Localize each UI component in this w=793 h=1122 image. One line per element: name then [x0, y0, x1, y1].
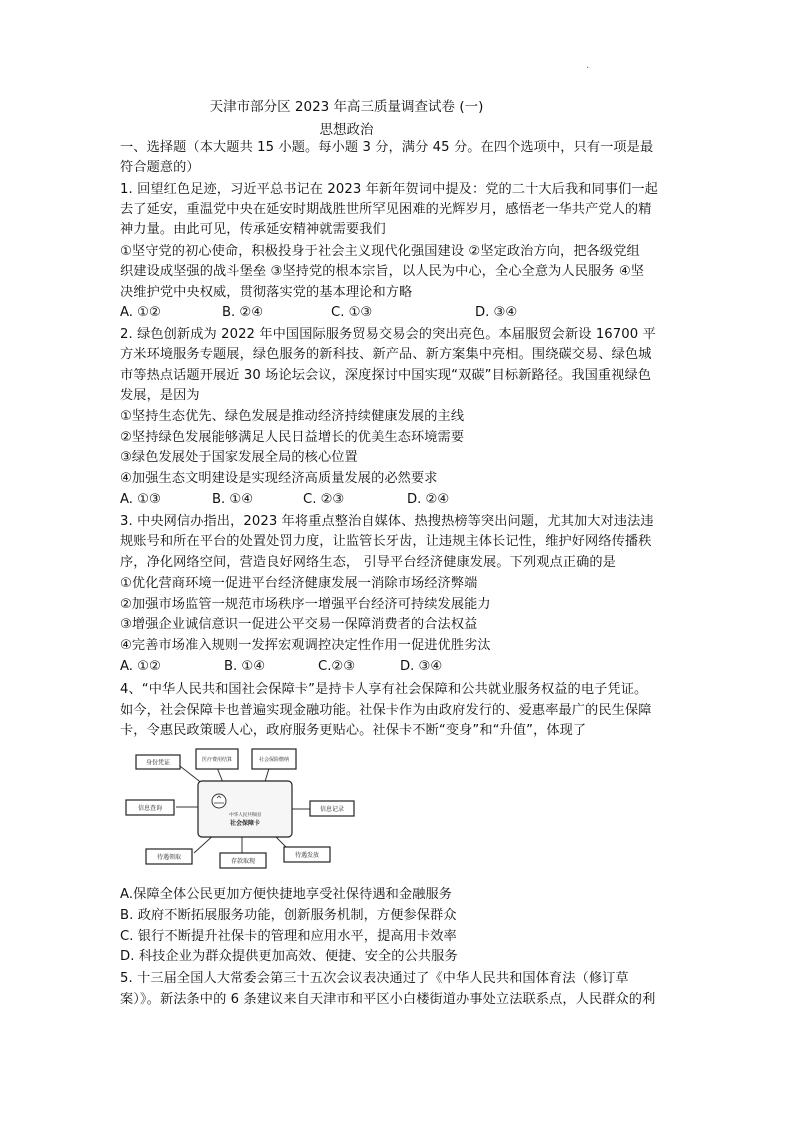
question-3-line: ②加强市场监管一规范市场秩序一增强平台经济可持续发展能力: [120, 597, 491, 612]
box-label: 身份凭证: [145, 759, 171, 767]
question-1-line: 织建设成坚强的战斗堡垒 ③坚持党的根本宗旨，以人民为中心，全心全意为人民服务 ④坚: [120, 264, 645, 279]
question-3-options: [120, 657, 442, 677]
question-2-line: 方米环境服务专题展，绿色服务的新科技、新产品、新方案集中亮相。围绕碳交易、绿色城: [120, 347, 652, 362]
box-label: 存款取现: [230, 858, 256, 865]
option-b[interactable]: B. ①④: [224, 659, 266, 674]
card-text-2: 社会保障卡: [229, 820, 261, 827]
question-5-line: 5. 十三届全国人大常委会第三十五次会议表决通过了《中华人民共和国体育法（修订草: [120, 971, 629, 986]
question-1-options: [120, 303, 517, 323]
question-4-answer-a[interactable]: A.保障全体公民更加方便快捷地享受社保待遇和金融服务: [120, 887, 453, 902]
option-a[interactable]: A. ①③: [120, 492, 161, 507]
question-4-answer-c[interactable]: C. 银行不断提升社保卡的管理和应用水平，提高用卡效率: [120, 929, 457, 944]
question-4-answer-b[interactable]: B. 政府不断拓展服务功能，创新服务机制，方便参保群众: [120, 908, 457, 923]
box-label: 信息记录: [319, 806, 345, 813]
social-security-card-diagram: [120, 745, 360, 873]
question-3-line: ①优化营商环境一促进平台经济健康发展一消除市场经济弊端: [120, 576, 478, 591]
question-1-line: 去了延安，重温党中央在延安时期战胜世所罕见困难的光辉岁月，感悟老一华共产党人的精: [120, 202, 652, 217]
question-2-options: [120, 490, 449, 510]
option-d[interactable]: D. ③④: [400, 659, 443, 674]
option-a[interactable]: A. ①②: [120, 305, 161, 320]
option-c[interactable]: C. ②③: [303, 492, 345, 507]
question-2-line: 2. 绿色创新成为 2022 年中国国际服务贸易交易会的突出亮色。本届服贸会新设 16700 平: [120, 327, 656, 342]
option-c[interactable]: C. ①③: [331, 305, 373, 320]
question-3-line: 序，净化网络空间，营造良好网络生态， 引导平台经济健康发展。下列观点正确的是: [120, 555, 616, 570]
option-d[interactable]: D. ③④: [475, 305, 518, 320]
question-4-line: 如今，社会保障卡也普遍实现金融功能。社保卡作为由政府发行的、爱惠率最广的民生保障: [120, 703, 652, 718]
question-2-line: ②坚持绿色发展能够满足人民日益增长的优美生态环境需要: [120, 430, 465, 445]
question-1-line: 决维护党中央权威，贯彻落实党的基本理论和方略: [120, 285, 413, 300]
question-4-answer-d[interactable]: D. 科技企业为群众提供更加高效、便捷、安全的公共服务: [120, 949, 458, 964]
option-a[interactable]: A. ①②: [120, 659, 161, 674]
box-label: 信息查询: [137, 805, 163, 812]
section-intro-line: 一、选择题（本大题共 15 小题。每小题 3 分，满分 45 分。在四个选项中，只有一项是最: [120, 140, 654, 155]
question-1-line: 1. 回望红色足迹，习近平总书记在 2023 年新年贺词中提及：党的二十大后我和同事们一起: [120, 182, 658, 197]
box-label: 社会保险缴纳: [258, 757, 290, 763]
question-2-line: ③绿色发展处于国家发展全局的核心位置: [120, 450, 358, 465]
card-outline: [198, 781, 292, 837]
option-b[interactable]: B. ①④: [212, 492, 254, 507]
question-2-line: 市等热点话题开展近 30 场论坛会议，深度探讨中国实现“双碳”目标新路径。我国重视绿色: [120, 368, 652, 383]
box-label: 待遇领取: [156, 854, 182, 861]
question-2-line: ④加强生态文明建设是实现经济高质量发展的必然要求: [120, 471, 438, 486]
option-c[interactable]: C.②③: [318, 659, 356, 674]
question-1-line: 神力量。由此可见，传承延安精神就需要我们: [120, 222, 386, 237]
corner-dot: .: [586, 60, 590, 71]
question-3-line: ③增强企业诚信意识一促进公平交易一保障消费者的合法权益: [120, 617, 478, 632]
question-2-line: 发展，是因为: [120, 388, 200, 403]
question-3-line: 3. 中央网信办指出，2023 年将重点整治自媒体、热搜热榜等突出问题，尤其加大对违法违: [120, 514, 654, 529]
card-text-1: 中华人民共和国: [229, 813, 261, 818]
question-3-line: 规账号和所在平台的处置处罚力度，让监管长牙齿，让违规主体长记性，维护好网络传播秩: [120, 534, 652, 549]
exam-subject: 思想政治: [319, 122, 374, 138]
question-2-line: ①坚持生态优先、绿色发展是推动经济持续健康发展的主线: [120, 409, 465, 424]
option-d[interactable]: D. ②④: [407, 492, 450, 507]
question-3-line: ④完善市场准入规则一发挥宏观调控决定性作用一促进优胜劣汰: [120, 638, 491, 653]
box-label: 医疗费用结算: [201, 757, 233, 763]
question-5-line: 案）》。新法条中的 6 条建议来自天津市和平区小白楼街道办事处立法联系点，人民群众的利: [120, 992, 656, 1007]
question-4-line: 4、“中华人民共和国社会保障卡”是持卡人享有社会保障和公共就业服务权益的电子凭证。: [120, 682, 648, 697]
question-4-line: 卡，令惠民政策暖人心，政府服务更贴心。社保卡不断“变身”和“升值”，体现了: [120, 723, 587, 738]
option-b[interactable]: B. ②④: [222, 305, 264, 320]
box-label: 待遇发放: [294, 852, 320, 859]
exam-title: 天津市部分区 2023 年高三质量调查试卷 (一): [209, 99, 484, 115]
question-1-line: ①坚守党的初心使命，积极投身于社会主义现代化强国建设 ②坚定政治方向，把各级党组: [120, 244, 640, 259]
section-intro-line: 符合题意的）: [120, 160, 200, 175]
